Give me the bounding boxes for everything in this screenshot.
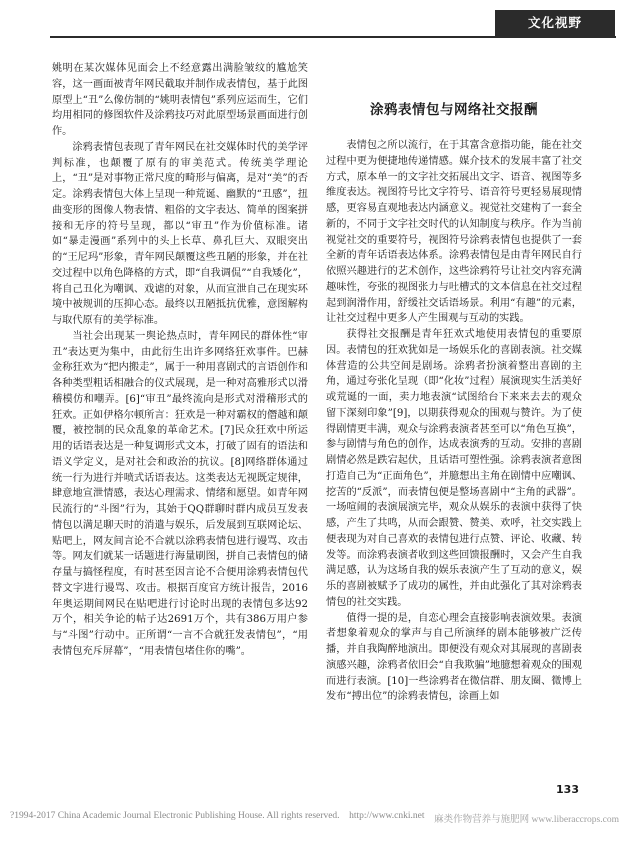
right-column xyxy=(326,138,582,705)
paragraph: 涂鸦表情包表现了青年网民在社交媒体时代的美学评判标准，也颠覆了原有的审美范式。传统美学理论上，“丑”是对事物正常尺度的畸形与偏离，是对“美”的否定。涂鸦表情包大体上呈现一种荒诞、幽默的“丑感”，扭曲变形的图像人物表情、粗俗的文字表达、简单的图案拼接和无序的符号呈现，都以“审丑”作为价值标准。诸如“暴走漫画”系列中的头上长草、鼻孔巨大、双眼突出的“王尼玛”形象，青年网民颠覆这些丑陋的形象，并在社交过程中以角色降格的方式，即“自我调侃”“自我矮化”，将自己丑化为嘲讽、戏谑的对象，从而宣泄自己在现实环境中被规训的压抑心态。最终以丑陋抵抗优雅，意图解构与取代原有的美学标准。 xyxy=(52,141,308,326)
footer xyxy=(10,811,619,825)
paragraph: 当社会出现某一舆论热点时，青年网民的群体性“审丑”表达更为集中，由此衍生出许多网络狂欢事件。巴赫金称狂欢为“把内搬走”，属于一种用喜剧式的言语创作和各种类型粗话相融合的仪式展现，是一种对高雅形式以滑稽模仿和嘲弄。[6]“审丑”最终流向是形式对滑稽形式的狂欢。正如伊格尔顿所言：狂欢是一种对霸权的僭越和颠覆，被控制的民众乱象的革命艺术。[7]民众狂欢中所运用的话语表达是一种复调形式文本，打破了固有的语法和语义学定义，是对社会和政治的抗议。[8]网络群体通过统一行为进行并喷式话语表达。这类表达无视既定规律，肆意地宣泄情感，表达心理需求、情绪和愿望。如青年网民流行的“斗图”行为，其始于QQ群聊时群内成员互发表情包以满足聊天时的消遣与娱乐，后发展到互联网论坛、贴吧上，网友间言论不合就以涂鸦表情包进行谩骂、攻击等。网友们就某一话题进行海量刷图，拼自己表情包的储存量与搞怪程度，有时甚至因言论不合便用涂鸦表情包代替文字进行谩骂、攻击。根据百度官方统计报告，2016年奥运期间网民在贴吧进行讨论时出现的表情包多达92万个，相关争论的帖子达2691万个，共有386万用户参与“斗图”行动中。正所谓“一言不合就狂发表情包”，“用表情包充斥屏幕”，“用表情包堵住你的嘴”。 xyxy=(52,330,308,657)
paragraph: 获得社交报酬是青年狂欢式地使用表情包的重要原因。表情包的狂欢犹如是一场娱乐化的喜剧表演。社交媒体营造的公共空间是剧场。涂鸦者扮演着整出喜剧的主角，通过夸张化呈现（即“化妆”过程）展演现实生活美好或荒诞的一面，卖力地表演“试图给台下来来去去的观众留下深刻印象”[9]，以期获得观众的围观与赞许。为了使得剧情更丰满，观众与涂鸦表演者甚至可以“角色互换”，参与剧情与角色的创作，达成表演秀的互动。安排的喜剧剧情必然是跌宕起伏，且话语可塑性强。涂鸦表演者意图打造自己为“正面角色”，并臆想出主角在剧情中应嘲讽、挖苦的“反派”，而表情包便是整场喜剧中“主角的武器”。一场喧闹的表演展演完毕，观众从娱乐的表演中获得了快感，产生了共鸣，从而会跟赞、赞美、欢呼，社交实践上便表现为对自己喜欢的表情包进行点赞、评论、收藏、转发等。而涂鸦表演者收到这些回馈报酬时，又会产生自我满足感，认为这场自我的娱乐表演产生了互动的意义，娱乐的喜剧被赋予了成功的属性，并由此强化了其对涂鸦表情包的社交实践。 xyxy=(326,329,582,608)
paragraph: 姚明在某次媒体见面会上不经意露出满脸皱纹的尴尬笑容，这一画面被青年网民截取并制作成表情包，基于此图原型上“丑”么像仿制的“姚明表情包”系列应运而生，它们均用相同的修图软件及涂鸦技巧对此原型场景画面进行创作。 xyxy=(52,63,308,137)
header-divider xyxy=(50,36,616,38)
section-title: 涂鸦表情包与网络社交报酬 xyxy=(370,102,538,118)
section-header-label: 文化视野 xyxy=(495,10,615,36)
publisher-url[interactable]: http://www.cnki.net xyxy=(349,811,425,821)
paragraph: 表情包之所以流行，在于其富含意指功能，能在社交过程中更为便捷地传递情感。媒介技术的发展丰富了社交方式，原本单一的文字社交拓展出文字、语音、视图等多维度表达。视图符号比文字符号、语音符号更轻易展现情感，更容易直观地表达内涵意义。视觉社交建构了一套全新的，不同于文字社交时代的认知制度与秩序。作为当前视觉社交的重要符号，视图符号涂鸦表情包也提供了一套全新的青年话语表达体系。涂鸦表情包是由青年网民自行依照兴趣进行的艺术创作，这些涂鸦符号让社交内容充满趣味性，夸张的视图张力与吐槽式的文本信息在社交过程起到润滑作用，舒缓社交话语场景。利用“有趣”的元素，让社交过程中更多人产生围观与互动的实践。 xyxy=(326,140,582,325)
page-number: 133 xyxy=(556,783,579,796)
watermark-text: 麻类作物营养与施肥网 www.liberaccrops.com xyxy=(434,815,619,825)
copyright-notice: ?1994-2017 China Academic Journal Electronic Publishing House. All rights reserved. xyxy=(10,811,340,821)
left-column xyxy=(52,61,308,660)
paragraph: 值得一提的是，自恋心理会直接影响表演效果。表演者想象着观众的掌声与自己所演绎的剧本能够被广泛传播，并自我陶醉地演出。即便没有观众对其展现的喜剧表演感兴趣，涂鸦者依旧会“自我欺骗”地臆想着观众的围观而进行表演。[10]一些涂鸦者在微信群、朋友圈、微博上发布“搏出位”的涂鸦表情包，涂画上如 xyxy=(326,612,582,703)
